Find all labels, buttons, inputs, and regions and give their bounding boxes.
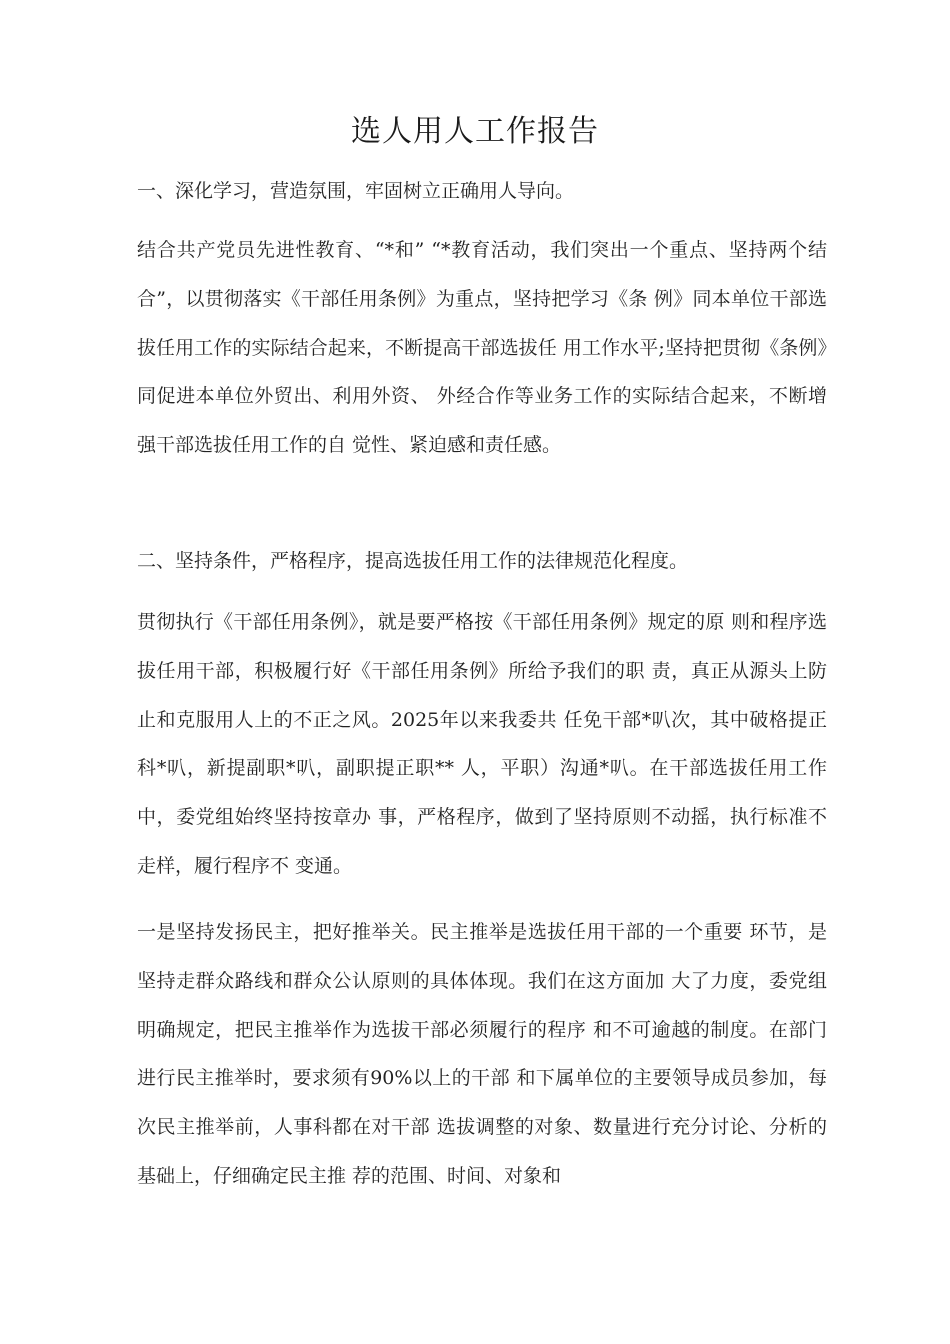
document-title: 选人用人工作报告 [351, 114, 599, 149]
body-paragraph-2: 贯彻执行《干部任用条例》，就是要严格按《干部任用条例》规定的原 则和程序选拔任用干部，积极履行好《干部任用条例》所给予我们的职 责，真正从源头上防止和克服用人上的不正之风。2025年以来我委共 任免干部*叭次，其中破格提正科*叭，新提副职*叭，副职提正职** 人，平职）沟通*叭。在干部选拔任用工作中，委党组始终坚持按章办 事，严格程序，做到了坚持原则不动摇，执行标准不走样，履行程序不 变通。 [137, 611, 827, 877]
section-heading-1: 一、深化学习，营造氛围，牢固树立正确用人导向。 [137, 180, 575, 202]
section-heading-2: 二、坚持条件，严格程序，提高选拔任用工作的法律规范化程度。 [137, 550, 689, 572]
body-paragraph-1: 结合共产党员先进性教育、“*和” “*教育活动，我们突出一个重点、坚持两个结合”，以贯彻落实《干部任用条例》为重点，坚持把学习《条 例》同本单位干部选拔任用工作的实际结合起来，不断提高干部选拔任 用工作水平;坚持把贯彻《条例》同促进本单位外贸出、利用外资、 外经合作等业务工作的实际结合起来，不断增强干部选拔任用工作的自 觉性、紧迫感和责任感。 [137, 239, 827, 457]
body-paragraph-3: 一是坚持发扬民主，把好推举关。民主推举是选拔任用干部的一个重要 环节，是坚持走群众路线和群众公认原则的具体体现。我们在这方面加 大了力度，委党组明确规定，把民主推举作为选拔干部必须履行的程序 和不可逾越的制度。在部门进行民主推举时，要求须有90%以上的干部 和下属单位的主要领导成员参加，每次民主推举前，人事科都在对干部 选拔调整的对象、数量进行充分讨论、分析的基础上，仔细确定民主推 荐的范围、时间、对象和 [137, 921, 827, 1187]
